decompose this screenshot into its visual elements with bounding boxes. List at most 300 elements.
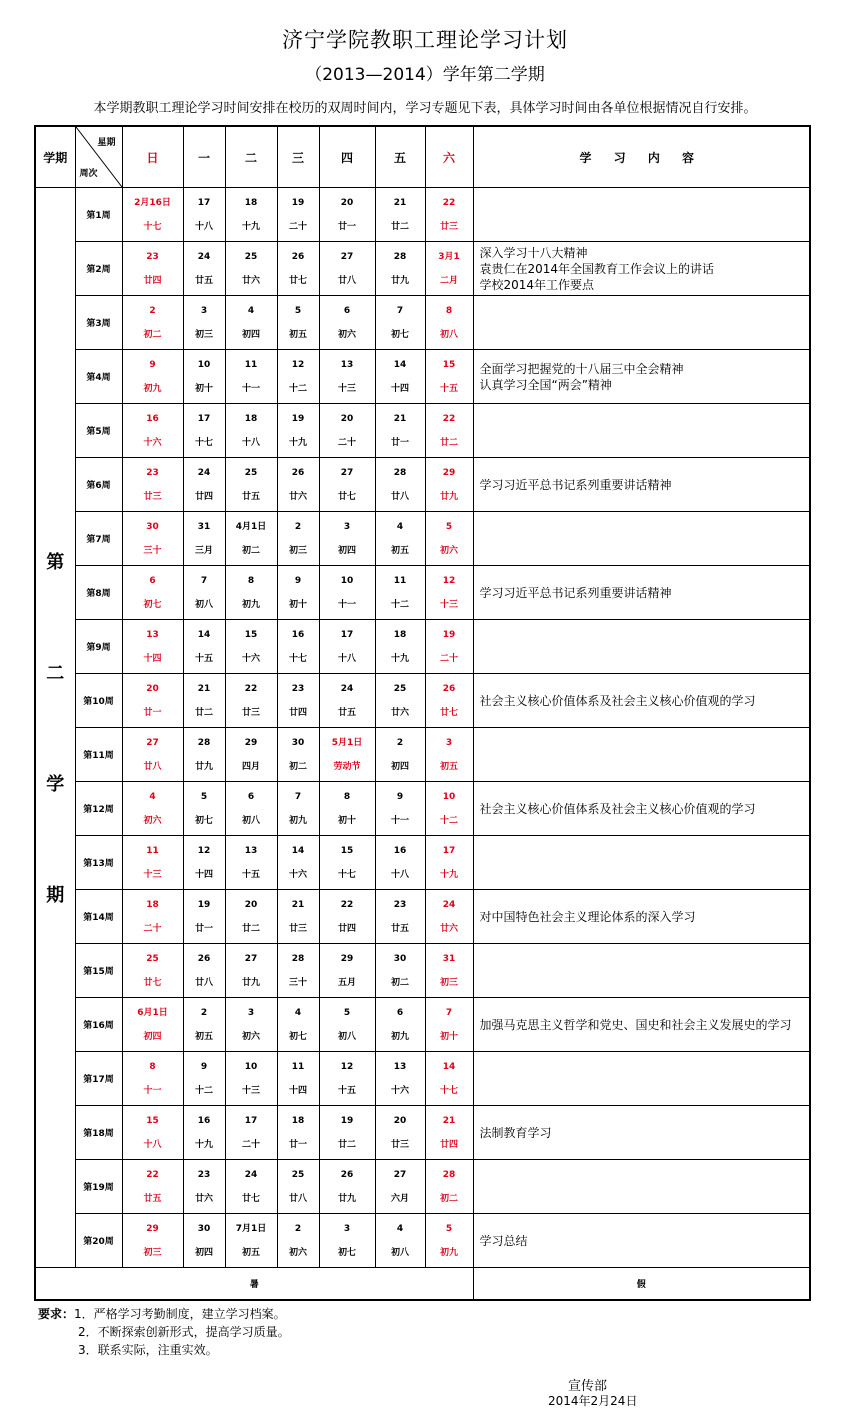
day-cell — [183, 350, 225, 404]
lunar-date: 廿七 — [143, 978, 162, 988]
lunar-date: 初二 — [143, 330, 162, 340]
lunar-date: 初八 — [194, 600, 213, 610]
department: 宣传部 — [568, 1379, 608, 1394]
lunar-date: 十四 — [143, 654, 162, 664]
lunar-date: 二十 — [143, 924, 162, 934]
date-number: 9 — [396, 792, 404, 802]
lunar-date: 初八 — [390, 1248, 409, 1258]
date-number: 9 — [294, 576, 302, 586]
week-label-cell: 第13周 — [75, 836, 122, 890]
week-row — [35, 998, 810, 1052]
day-cell — [277, 836, 319, 890]
lunar-date: 初六 — [241, 1032, 260, 1042]
study-content-cell — [473, 836, 810, 890]
date-number: 5 — [200, 792, 208, 802]
lunar-date: 初四 — [241, 330, 260, 340]
lunar-date: 廿四 — [439, 1140, 458, 1150]
lunar-date: 初四 — [337, 546, 356, 556]
day-cell — [375, 998, 425, 1052]
lunar-date: 廿六 — [439, 924, 458, 934]
lunar-date: 廿三 — [288, 924, 307, 934]
date-number: 11 — [393, 576, 407, 586]
day-cell — [425, 890, 473, 944]
day-cell — [277, 350, 319, 404]
day-cell — [375, 458, 425, 512]
day-cell — [319, 620, 375, 674]
lunar-date: 廿二 — [241, 924, 260, 934]
day-cell — [319, 512, 375, 566]
lunar-date: 廿八 — [143, 762, 162, 772]
day-cell — [425, 242, 473, 296]
day-cell — [122, 350, 183, 404]
lunar-date: 廿九 — [390, 276, 409, 286]
date-number: 10 — [244, 1062, 258, 1072]
lunar-date: 初九 — [143, 384, 162, 394]
date-number: 11 — [146, 846, 159, 856]
lunar-date: 廿二 — [194, 708, 213, 718]
lunar-date: 十二 — [390, 600, 409, 610]
day-cell — [425, 944, 473, 998]
date-number: 14 — [393, 360, 407, 370]
lunar-date: 十二 — [288, 384, 307, 394]
lunar-date: 廿七 — [337, 492, 356, 502]
lunar-date: 廿三 — [241, 708, 260, 718]
week-row — [35, 404, 810, 458]
date-number: 30 — [393, 954, 407, 964]
date-number: 4 — [396, 522, 404, 532]
day-cell — [425, 350, 473, 404]
day-cell — [122, 620, 183, 674]
date-number: 10 — [442, 792, 456, 802]
lunar-date: 廿五 — [143, 1194, 162, 1204]
lunar-date: 二十 — [337, 438, 356, 448]
date-number: 2 — [200, 1008, 208, 1018]
lunar-date: 廿四 — [143, 276, 162, 286]
day-cell — [425, 404, 473, 458]
date-number: 3月1 — [438, 252, 460, 262]
date-number: 22 — [146, 1170, 159, 1180]
day-cell — [225, 512, 277, 566]
lunar-date: 三十 — [143, 546, 162, 556]
day-cell — [375, 836, 425, 890]
study-topic: 全面学习把握党的十八届三中全会精神 — [479, 361, 684, 376]
date-number: 21 — [291, 900, 305, 910]
lunar-date: 初三 — [439, 978, 458, 988]
day-cell — [225, 1214, 277, 1268]
day-cell — [122, 404, 183, 458]
day-cell — [225, 836, 277, 890]
date-number: 12 — [340, 1062, 354, 1072]
lunar-date: 十七 — [439, 1086, 458, 1096]
date-number: 18 — [146, 900, 159, 910]
date-number: 19 — [197, 900, 211, 910]
day-cell — [277, 1160, 319, 1214]
date-number: 20 — [340, 198, 354, 208]
date-number: 17 — [340, 630, 354, 640]
lunar-date: 十五 — [194, 654, 213, 664]
day-cell — [122, 998, 183, 1052]
summer-vacation-row — [35, 1268, 810, 1301]
day-cell — [277, 404, 319, 458]
date-number: 20 — [393, 1116, 407, 1126]
lunar-date: 十九 — [194, 1140, 213, 1150]
week-row — [35, 836, 810, 890]
day-cell — [225, 1160, 277, 1214]
date-number: 21 — [393, 198, 407, 208]
date-number: 19 — [442, 630, 456, 640]
date-number: 4月1日 — [235, 522, 267, 532]
day-cell — [425, 836, 473, 890]
day-cell — [183, 944, 225, 998]
schedule-table — [34, 125, 811, 1301]
date-number: 23 — [197, 1170, 211, 1180]
week-label-cell: 第2周 — [75, 242, 122, 296]
day-cell — [225, 1052, 277, 1106]
day-cell — [375, 350, 425, 404]
lunar-date: 十八 — [390, 870, 409, 880]
date-number: 3 — [445, 738, 453, 748]
lunar-date: 廿三 — [390, 1140, 409, 1150]
date-number: 23 — [291, 684, 305, 694]
date-number: 21 — [197, 684, 211, 694]
day-cell — [375, 674, 425, 728]
lunar-date: 初七 — [288, 1032, 307, 1042]
date-number: 7月1日 — [235, 1224, 267, 1234]
day-cell — [277, 944, 319, 998]
lunar-date: 廿三 — [143, 492, 162, 502]
date-number: 19 — [291, 198, 305, 208]
day-cell — [319, 1214, 375, 1268]
day-cell — [225, 458, 277, 512]
day-cell — [183, 566, 225, 620]
day-cell — [375, 296, 425, 350]
day-header-sat: 六 — [425, 126, 473, 188]
lunar-date: 十一 — [337, 600, 356, 610]
day-cell — [375, 890, 425, 944]
lunar-date: 十五 — [439, 384, 458, 394]
lunar-date: 初四 — [143, 1032, 162, 1042]
date-number: 7 — [294, 792, 302, 802]
vacation-label: 假 — [473, 1268, 810, 1301]
day-cell — [277, 188, 319, 242]
study-content-cell — [473, 782, 810, 836]
date-number: 17 — [197, 198, 211, 208]
week-row — [35, 728, 810, 782]
day-cell — [183, 404, 225, 458]
week-row — [35, 890, 810, 944]
date-number: 3 — [247, 1008, 255, 1018]
date-number: 22 — [442, 414, 456, 424]
lunar-date: 初九 — [439, 1248, 458, 1258]
day-cell — [122, 674, 183, 728]
lunar-date: 十三 — [143, 870, 162, 880]
date-number: 12 — [442, 576, 456, 586]
study-content-cell — [473, 242, 810, 296]
date-number: 19 — [340, 1116, 354, 1126]
lunar-date: 廿九 — [337, 1194, 356, 1204]
week-row — [35, 350, 810, 404]
day-cell — [375, 620, 425, 674]
study-topic: 学习习近平总书记系列重要讲话精神 — [479, 477, 672, 492]
day-cell — [375, 944, 425, 998]
study-content-cell — [473, 296, 810, 350]
lunar-date: 十六 — [288, 870, 307, 880]
lunar-date: 三十 — [288, 978, 307, 988]
lunar-date: 初八 — [439, 330, 458, 340]
lunar-date: 十六 — [390, 1086, 409, 1096]
date-number: 13 — [393, 1062, 407, 1072]
day-cell — [375, 1214, 425, 1268]
day-cell — [319, 728, 375, 782]
date-number: 25 — [291, 1170, 305, 1180]
date-number: 26 — [197, 954, 211, 964]
week-label-cell: 第17周 — [75, 1052, 122, 1106]
date-number: 28 — [291, 954, 305, 964]
day-cell — [375, 1052, 425, 1106]
date-number: 25 — [146, 954, 159, 964]
date-number: 28 — [393, 468, 407, 478]
lunar-date: 廿四 — [194, 492, 213, 502]
date-number: 29 — [146, 1224, 159, 1234]
date-number: 25 — [393, 684, 407, 694]
day-cell — [122, 458, 183, 512]
date-number: 13 — [244, 846, 258, 856]
day-cell — [183, 512, 225, 566]
lunar-date: 十五 — [241, 870, 260, 880]
lunar-date: 初二 — [241, 546, 260, 556]
date-number: 12 — [197, 846, 211, 856]
lunar-date: 初二 — [288, 762, 307, 772]
date-number: 18 — [393, 630, 407, 640]
term-char: 第 — [46, 551, 65, 573]
day-cell — [122, 944, 183, 998]
day-cell — [122, 1106, 183, 1160]
lunar-date: 廿五 — [241, 492, 260, 502]
lunar-date: 廿八 — [194, 978, 213, 988]
study-topic: 社会主义核心价值体系及社会主义核心价值观的学习 — [479, 693, 756, 708]
week-row — [35, 296, 810, 350]
date-number: 14 — [442, 1062, 456, 1072]
day-cell — [277, 890, 319, 944]
study-content-cell — [473, 890, 810, 944]
lunar-date: 初六 — [439, 546, 458, 556]
week-label-cell: 第11周 — [75, 728, 122, 782]
day-cell — [425, 1052, 473, 1106]
date-number: 20 — [244, 900, 258, 910]
date-number: 14 — [291, 846, 305, 856]
day-cell — [277, 1106, 319, 1160]
day-cell — [375, 242, 425, 296]
lunar-date: 廿四 — [337, 924, 356, 934]
requirement-item: 2．不断探索创新形式，提高学习质量。 — [78, 1325, 290, 1339]
lunar-date: 十六 — [143, 438, 162, 448]
day-cell — [122, 1214, 183, 1268]
day-cell — [277, 566, 319, 620]
lunar-date: 廿九 — [439, 492, 458, 502]
date-number: 24 — [442, 900, 456, 910]
date-number: 14 — [197, 630, 211, 640]
date-number: 5 — [343, 1008, 351, 1018]
date-number: 21 — [442, 1116, 456, 1126]
lunar-date: 廿四 — [288, 708, 307, 718]
lunar-date: 廿二 — [439, 438, 458, 448]
date-number: 5 — [445, 1224, 453, 1234]
lunar-date: 十七 — [194, 438, 213, 448]
date-number: 2 — [294, 522, 302, 532]
day-cell — [122, 728, 183, 782]
day-cell — [183, 1214, 225, 1268]
date-number: 6 — [149, 576, 156, 586]
day-cell — [319, 836, 375, 890]
lunar-date: 三月 — [194, 546, 213, 556]
lunar-date: 初四 — [390, 762, 409, 772]
day-cell — [277, 242, 319, 296]
study-content-cell — [473, 188, 810, 242]
date-number: 26 — [340, 1170, 354, 1180]
day-cell — [225, 350, 277, 404]
week-label-cell: 第7周 — [75, 512, 122, 566]
day-cell — [225, 674, 277, 728]
date-number: 5 — [294, 306, 302, 316]
day-cell — [425, 296, 473, 350]
day-header-fri: 五 — [375, 126, 425, 188]
date-number: 9 — [149, 360, 156, 370]
lunar-date: 初九 — [241, 600, 260, 610]
day-cell — [183, 890, 225, 944]
lunar-date: 廿五 — [194, 276, 213, 286]
day-cell — [277, 1214, 319, 1268]
date-number: 16 — [393, 846, 407, 856]
lunar-date: 十二 — [194, 1086, 213, 1096]
lunar-date: 十四 — [194, 870, 213, 880]
day-cell — [122, 512, 183, 566]
lunar-date: 初八 — [337, 1032, 356, 1042]
day-cell — [375, 512, 425, 566]
day-cell — [425, 458, 473, 512]
day-cell — [319, 296, 375, 350]
day-cell — [319, 998, 375, 1052]
week-label-cell: 第18周 — [75, 1106, 122, 1160]
date-number: 3 — [343, 1224, 351, 1234]
week-row — [35, 1052, 810, 1106]
study-content-cell — [473, 566, 810, 620]
date-number: 22 — [244, 684, 258, 694]
weekday-week-header — [75, 126, 122, 188]
lunar-date: 十五 — [337, 1086, 356, 1096]
day-cell — [319, 1106, 375, 1160]
day-cell — [225, 566, 277, 620]
week-label-cell: 第19周 — [75, 1160, 122, 1214]
day-cell — [183, 242, 225, 296]
lunar-date: 十七 — [337, 870, 356, 880]
lunar-date: 十七 — [143, 222, 162, 232]
lunar-date: 五月 — [337, 978, 356, 988]
lunar-date: 廿七 — [439, 708, 458, 718]
day-cell — [375, 188, 425, 242]
day-cell — [425, 782, 473, 836]
day-header-thu: 四 — [319, 126, 375, 188]
term-char: 期 — [46, 885, 65, 907]
date-number: 27 — [146, 738, 159, 748]
lunar-date: 廿八 — [390, 492, 409, 502]
day-cell — [319, 1052, 375, 1106]
date-number: 2 — [294, 1224, 302, 1234]
day-cell — [425, 728, 473, 782]
day-cell — [319, 242, 375, 296]
date-number: 22 — [442, 198, 456, 208]
date-number: 26 — [291, 468, 305, 478]
date-number: 30 — [146, 522, 159, 532]
study-content-cell — [473, 350, 810, 404]
day-cell — [375, 1160, 425, 1214]
lunar-date: 廿一 — [390, 438, 409, 448]
date-number: 30 — [291, 738, 305, 748]
day-cell — [122, 188, 183, 242]
lunar-date: 廿二 — [390, 222, 409, 232]
week-row — [35, 1160, 810, 1214]
day-cell — [277, 458, 319, 512]
lunar-date: 廿五 — [390, 924, 409, 934]
study-topic: 社会主义核心价值体系及社会主义核心价值观的学习 — [479, 801, 756, 816]
weekday-label: 星期 — [97, 138, 116, 148]
lunar-date: 十九 — [241, 222, 260, 232]
lunar-date: 十八 — [241, 438, 260, 448]
study-content-cell — [473, 944, 810, 998]
study-content-cell — [473, 1106, 810, 1160]
lunar-date: 十六 — [241, 654, 260, 664]
lunar-date: 廿七 — [288, 276, 307, 286]
date-number: 28 — [197, 738, 211, 748]
day-cell — [425, 512, 473, 566]
lunar-date: 十八 — [143, 1140, 162, 1150]
date-number: 5月1日 — [331, 738, 363, 748]
lunar-date: 初五 — [390, 546, 409, 556]
day-cell — [319, 1160, 375, 1214]
date-number: 12 — [291, 360, 305, 370]
week-label-cell: 第3周 — [75, 296, 122, 350]
week-label-cell: 第14周 — [75, 890, 122, 944]
lunar-date: 廿六 — [288, 492, 307, 502]
day-cell — [425, 566, 473, 620]
lunar-date: 初六 — [337, 330, 356, 340]
day-header-tue: 二 — [225, 126, 277, 188]
date-number: 7 — [396, 306, 404, 316]
day-cell — [277, 512, 319, 566]
study-topic: 法制教育学习 — [479, 1125, 552, 1140]
lunar-date: 初十 — [194, 384, 213, 394]
lunar-date: 廿六 — [390, 708, 409, 718]
lunar-date: 四月 — [241, 762, 260, 772]
study-topic: 袁贵仁在2014年全国教育工作会议上的讲话 — [479, 261, 715, 276]
study-topic: 加强马克思主义哲学和党史、国史和社会主义发展史的学习 — [479, 1017, 792, 1032]
day-cell — [425, 1214, 473, 1268]
lunar-date: 初六 — [288, 1248, 307, 1258]
day-header-sun: 日 — [122, 126, 183, 188]
date-number: 3 — [200, 306, 208, 316]
week-label-cell: 第20周 — [75, 1214, 122, 1268]
lunar-date: 廿一 — [194, 924, 213, 934]
day-cell — [277, 296, 319, 350]
lunar-date: 廿三 — [439, 222, 458, 232]
week-label: 周次 — [79, 169, 98, 179]
page-title: 济宁学院教职工理论学习计划 — [282, 28, 568, 52]
lunar-date: 十九 — [390, 654, 409, 664]
day-cell — [122, 836, 183, 890]
day-cell — [225, 782, 277, 836]
date-number: 8 — [445, 306, 453, 316]
date-number: 29 — [340, 954, 354, 964]
week-row — [35, 188, 810, 242]
